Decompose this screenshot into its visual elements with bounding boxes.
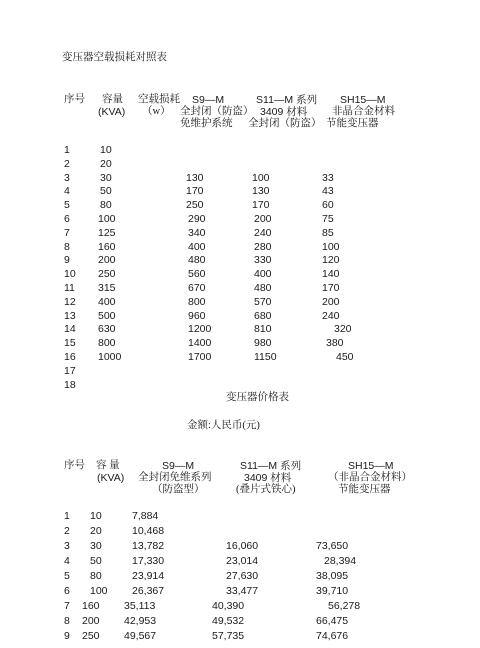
cell-s9: 290: [188, 213, 206, 225]
table1-header-capacity-line1: 容量: [102, 94, 123, 105]
cell-s11: 330: [254, 254, 272, 267]
cell-sh15: 200: [322, 295, 340, 308]
cell-seq: 18: [64, 378, 76, 391]
cell-seq: 5: [64, 199, 70, 212]
cell-sh15: 85: [322, 226, 334, 239]
cell-s11: 570: [254, 295, 272, 308]
cell-sh15: 28,394: [324, 555, 357, 567]
cell-seq: 12: [64, 295, 76, 308]
cell-s11: 49,532: [212, 615, 245, 627]
cell-cap: 30: [100, 171, 112, 184]
cell-cap: 20: [90, 525, 102, 537]
table2-header-seq: 序号: [64, 460, 85, 471]
table1-header-s11-line3: 全封闭（防盗）: [248, 118, 322, 129]
cell-sh15: 170: [322, 282, 340, 294]
cell-seq: 5: [64, 570, 70, 582]
cell-cap: 250: [98, 268, 116, 281]
cell-sh15: 73,650: [316, 540, 349, 552]
cell-s11: 680: [254, 309, 272, 322]
cell-s9: 170: [186, 185, 204, 198]
cell-s9: 49,567: [124, 630, 157, 642]
table1-header-sh15-line1: SH15—M: [340, 94, 386, 106]
cell-seq: 11: [64, 282, 75, 294]
cell-s9: 23,914: [132, 570, 165, 582]
cell-s11: 33,477: [226, 585, 259, 597]
cell-cap: 100: [98, 213, 116, 225]
table1-header-s9-line2: 全封闭（防盗）: [180, 106, 254, 117]
cell-cap: 10: [90, 510, 102, 522]
cell-sh15: 74,676: [316, 630, 349, 642]
cell-cap: 200: [98, 254, 116, 267]
cell-seq: 10: [64, 268, 76, 281]
cell-s11: 57,735: [212, 630, 245, 642]
table2-header-sh15-line3: 节能变压器: [338, 484, 391, 495]
cell-cap: 160: [98, 240, 116, 253]
cell-s9: 13,782: [132, 540, 165, 552]
cell-sh15: 140: [322, 268, 340, 281]
cell-s11: 280: [254, 240, 272, 253]
cell-s11: 100: [252, 171, 270, 184]
cell-seq: 16: [64, 351, 76, 363]
cell-s9: 130: [186, 171, 204, 184]
cell-cap: 250: [82, 630, 100, 642]
cell-s11: 240: [254, 226, 272, 239]
cell-cap: 10: [100, 144, 112, 156]
cell-s11: 400: [254, 268, 272, 281]
cell-cap: 400: [98, 295, 116, 308]
cell-s9: 1200: [188, 323, 212, 336]
cell-s11: 810: [254, 323, 272, 336]
table2-header-capacity-line2: (KVA): [97, 472, 125, 484]
cell-sh15: 66,475: [316, 615, 349, 627]
cell-seq: 7: [64, 226, 70, 239]
cell-cap: 50: [100, 185, 112, 198]
cell-s11: 480: [254, 282, 272, 294]
table1-header-s11-line1: S11—M 系列: [256, 94, 318, 106]
cell-cap: 500: [98, 309, 116, 322]
cell-cap: 80: [100, 199, 112, 212]
cell-seq: 2: [64, 157, 70, 170]
cell-s11: 130: [252, 185, 270, 198]
currency-note: 金额:人民币(元): [187, 420, 260, 431]
cell-sh15: 43: [322, 185, 334, 198]
cell-seq: 17: [64, 364, 76, 377]
cell-seq: 6: [64, 213, 70, 225]
cell-s11: 200: [254, 213, 272, 225]
cell-sh15: 450: [336, 351, 354, 363]
cell-sh15: 380: [326, 337, 344, 350]
table2-header-s9-line1: S9—M: [162, 460, 195, 472]
cell-sh15: 33: [322, 171, 334, 184]
table2-header-s11-line1: S11—M 系列: [240, 460, 302, 472]
table1-header-sh15-line3: 节能变压器: [326, 118, 379, 129]
table1-header-s9-line3: 免维护系统: [180, 118, 233, 129]
cell-cap: 100: [90, 585, 108, 597]
cell-sh15: 320: [334, 323, 352, 336]
cell-seq: 4: [64, 185, 70, 198]
cell-s11: 16,060: [226, 540, 259, 552]
table1-header-seq: 序号: [64, 94, 85, 105]
cell-s9: 1700: [188, 351, 212, 363]
cell-cap: 50: [90, 555, 102, 567]
cell-s9: 26,367: [132, 585, 165, 597]
cell-seq: 13: [64, 309, 76, 322]
cell-sh15: 60: [322, 199, 334, 212]
table1-header-s9-line1: S9—M: [192, 94, 225, 106]
cell-s9: 670: [188, 282, 206, 294]
cell-s9: 480: [188, 254, 206, 267]
cell-seq: 1: [64, 144, 70, 156]
cell-sh15: 39,710: [316, 585, 349, 597]
table1-header-sh15-line2: 非晶合金材料: [332, 106, 395, 117]
cell-s11: 980: [254, 337, 272, 350]
cell-cap: 30: [90, 540, 102, 552]
cell-s9: 35,113: [124, 600, 156, 612]
cell-seq: 3: [64, 171, 70, 184]
table2-header-sh15-line2: （非晶合金材料）: [328, 472, 412, 483]
cell-s9: 1400: [188, 337, 212, 350]
cell-s11: 40,390: [212, 600, 245, 612]
cell-s9: 340: [188, 226, 206, 239]
cell-cap: 800: [98, 337, 116, 350]
cell-sh15: 100: [322, 240, 340, 253]
table1-header-s11-line2: 3409 材料: [260, 106, 308, 118]
cell-cap: 160: [82, 600, 100, 612]
cell-s11: 23,014: [226, 555, 259, 567]
table2-header-s11-line2: 3409 材料: [244, 472, 292, 484]
cell-s11: 170: [252, 199, 270, 212]
cell-s9: 10,468: [132, 525, 165, 537]
table1-title: 变压器空载损耗对照表: [62, 52, 167, 63]
cell-s9: 250: [186, 199, 204, 212]
table2-header-s9-line3: （防盗型）: [152, 484, 205, 495]
cell-s9: 42,953: [124, 615, 157, 627]
table2-title: 变压器价格表: [226, 392, 289, 403]
cell-sh15: 56,278: [328, 600, 361, 612]
cell-seq: 4: [64, 555, 70, 567]
cell-seq: 9: [64, 630, 70, 642]
cell-sh15: 120: [322, 254, 340, 267]
cell-cap: 20: [100, 157, 112, 170]
cell-s11: 27,630: [226, 570, 259, 582]
cell-seq: 6: [64, 585, 70, 597]
table2-header-s9-line2: 全封闭免维系列: [138, 472, 212, 483]
table2-header-sh15-line1: SH15—M: [348, 460, 394, 472]
cell-s9: 960: [188, 309, 206, 322]
cell-seq: 15: [64, 337, 76, 350]
cell-seq: 8: [64, 615, 70, 627]
cell-cap: 315: [98, 282, 116, 294]
cell-s9: 7,884: [132, 510, 159, 522]
cell-s9: 800: [188, 295, 206, 308]
cell-s11: 1150: [254, 351, 277, 363]
cell-seq: 9: [64, 254, 70, 267]
cell-seq: 7: [64, 600, 70, 612]
table1-header-capacity-line2: (KVA): [98, 106, 126, 118]
cell-seq: 1: [64, 510, 70, 522]
cell-cap: 80: [90, 570, 102, 582]
table1-header-loss-line1: 空载损耗: [138, 94, 180, 105]
cell-s9: 400: [188, 240, 206, 253]
cell-seq: 2: [64, 525, 70, 537]
cell-seq: 8: [64, 240, 70, 253]
cell-sh15: 38,095: [316, 570, 349, 582]
table2-header-s11-line3: (叠片式铁心): [236, 484, 296, 495]
cell-seq: 3: [64, 540, 70, 552]
cell-seq: 14: [64, 323, 76, 336]
cell-sh15: 240: [322, 309, 340, 322]
table2-header-capacity-line1: 容 量: [96, 460, 120, 471]
cell-cap: 125: [98, 226, 116, 239]
cell-s9: 17,330: [132, 555, 165, 567]
cell-cap: 630: [98, 323, 116, 336]
cell-cap: 200: [82, 615, 100, 627]
cell-cap: 1000: [98, 351, 122, 363]
cell-s9: 560: [188, 268, 206, 281]
table1-header-loss-line2: （w）: [142, 106, 171, 117]
cell-sh15: 75: [322, 213, 334, 225]
